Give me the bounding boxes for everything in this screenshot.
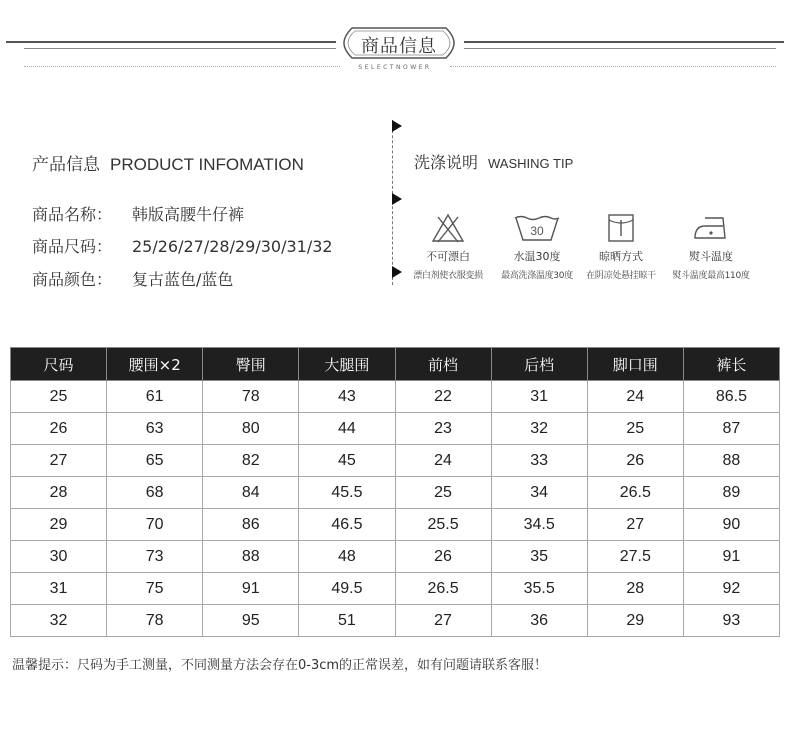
- wash-temp-text: 30: [530, 224, 544, 238]
- table-row: [11, 381, 780, 413]
- table-cell: 51: [299, 605, 395, 637]
- table-cell: 88: [203, 541, 299, 573]
- size-table: [10, 347, 780, 637]
- table-cell: 84: [203, 477, 299, 509]
- table-cell: 73: [107, 541, 203, 573]
- table-cell: 93: [683, 605, 779, 637]
- table-cell: 89: [683, 477, 779, 509]
- table-cell: 24: [395, 445, 491, 477]
- table-cell: 26: [587, 445, 683, 477]
- wash-item-ironing: [666, 212, 756, 281]
- header-rule-left-top: [6, 41, 336, 43]
- divider-arrow-icon: [392, 120, 402, 132]
- table-cell: 78: [107, 605, 203, 637]
- table-cell: 25: [11, 381, 107, 413]
- product-size-row: [32, 234, 333, 257]
- table-cell: 70: [107, 509, 203, 541]
- wash-item-temperature: [492, 212, 582, 281]
- wash-item-name: 晾晒方式: [599, 250, 643, 263]
- brand-subtitle: SELECTNOWER: [358, 64, 432, 71]
- table-cell: 27: [395, 605, 491, 637]
- table-cell: 49.5: [299, 573, 395, 605]
- table-cell: 87: [683, 413, 779, 445]
- table-cell: 91: [203, 573, 299, 605]
- table-cell: 32: [11, 605, 107, 637]
- table-cell: 26: [395, 541, 491, 573]
- table-cell: 26.5: [395, 573, 491, 605]
- table-cell: 28: [587, 573, 683, 605]
- wash-30-icon: [513, 212, 561, 244]
- product-name-row: [32, 202, 244, 225]
- product-color-value: 复古蓝色/蓝色: [132, 270, 234, 289]
- table-row: [11, 605, 780, 637]
- table-cell: 25: [395, 477, 491, 509]
- table-cell: 35.5: [491, 573, 587, 605]
- table-cell: 24: [587, 381, 683, 413]
- table-row: [11, 573, 780, 605]
- table-cell: 45: [299, 445, 395, 477]
- wash-item-desc: 最高洗涤温度30度: [501, 271, 573, 281]
- table-row: [11, 477, 780, 509]
- table-cell: 31: [491, 381, 587, 413]
- size-tip: 温馨提示：尺码为手工测量，不同测量方法会存在0-3cm的正常误差，如有问题请联系客服！: [12, 658, 548, 673]
- table-cell: 48: [299, 541, 395, 573]
- product-color-label: 商品颜色：: [32, 270, 113, 289]
- wash-item-name: 不可漂白: [426, 250, 470, 263]
- table-cell: 27: [11, 445, 107, 477]
- column-header: 裤长: [683, 348, 779, 381]
- divider-arrow-icon: [392, 193, 402, 205]
- product-size-value: 25/26/27/28/29/30/31/32: [132, 237, 333, 256]
- column-header: 臀围: [203, 348, 299, 381]
- table-cell: 91: [683, 541, 779, 573]
- table-cell: 86.5: [683, 381, 779, 413]
- table-cell: 44: [299, 413, 395, 445]
- table-cell: 75: [107, 573, 203, 605]
- product-name-value: 韩版高腰牛仔裤: [132, 205, 245, 224]
- column-header: 大腿围: [299, 348, 395, 381]
- column-header: 尺码: [11, 348, 107, 381]
- table-cell: 29: [587, 605, 683, 637]
- table-cell: 25.5: [395, 509, 491, 541]
- table-cell: 82: [203, 445, 299, 477]
- washing-title: [414, 150, 573, 173]
- table-cell: 80: [203, 413, 299, 445]
- table-cell: 26.5: [587, 477, 683, 509]
- table-cell: 43: [299, 381, 395, 413]
- table-row: [11, 413, 780, 445]
- product-info-title: [32, 150, 304, 175]
- column-header: 脚口围: [587, 348, 683, 381]
- size-table-header: [11, 348, 780, 381]
- product-info-title-en: PRODUCT INFOMATION: [110, 155, 304, 174]
- table-cell: 86: [203, 509, 299, 541]
- table-row: [11, 509, 780, 541]
- header-rule-right-bottom: [464, 48, 776, 49]
- table-cell: 29: [11, 509, 107, 541]
- table-cell: 23: [395, 413, 491, 445]
- table-cell: 65: [107, 445, 203, 477]
- table-cell: 61: [107, 381, 203, 413]
- table-cell: 36: [491, 605, 587, 637]
- hang-dry-icon: [605, 212, 637, 244]
- table-cell: 63: [107, 413, 203, 445]
- table-cell: 28: [11, 477, 107, 509]
- wash-item-name: 熨斗温度: [689, 250, 733, 263]
- table-cell: 78: [203, 381, 299, 413]
- wash-item-desc: 熨斗温度最高110度: [672, 271, 750, 281]
- table-row: [11, 541, 780, 573]
- table-cell: 30: [11, 541, 107, 573]
- product-color-row: [32, 267, 233, 290]
- no-bleach-icon: [430, 212, 466, 244]
- table-cell: 68: [107, 477, 203, 509]
- wash-item-drying: [576, 212, 666, 281]
- wash-item-no-bleach: [403, 212, 493, 281]
- product-info-title-cn: 产品信息: [32, 155, 100, 175]
- wash-item-desc: 漂白剂使衣服变损: [413, 271, 483, 281]
- table-cell: 92: [683, 573, 779, 605]
- washing-title-en: WASHING TIP: [488, 156, 574, 171]
- table-row: [11, 445, 780, 477]
- table-cell: 26: [11, 413, 107, 445]
- table-cell: 27.5: [587, 541, 683, 573]
- header-rule-right-top: [464, 41, 784, 43]
- table-cell: 32: [491, 413, 587, 445]
- header-rule-left-bottom: [24, 48, 336, 49]
- table-cell: 33: [491, 445, 587, 477]
- table-cell: 90: [683, 509, 779, 541]
- column-header: 腰围×2: [107, 348, 203, 381]
- section-title: 商品信息: [361, 36, 437, 57]
- table-cell: 34.5: [491, 509, 587, 541]
- table-cell: 95: [203, 605, 299, 637]
- table-cell: 22: [395, 381, 491, 413]
- wash-item-name: 水温30度: [513, 250, 561, 263]
- table-cell: 34: [491, 477, 587, 509]
- table-cell: 46.5: [299, 509, 395, 541]
- table-cell: 88: [683, 445, 779, 477]
- iron-icon: [691, 212, 731, 244]
- divider-arrow-icon: [392, 266, 402, 278]
- table-cell: 31: [11, 573, 107, 605]
- product-size-label: 商品尺码：: [32, 237, 113, 256]
- washing-title-cn: 洗涤说明: [414, 153, 479, 172]
- product-name-label: 商品名称：: [32, 205, 113, 224]
- wash-item-desc: 在阴凉处悬挂晾干: [586, 271, 656, 281]
- section-badge: [342, 26, 456, 60]
- table-cell: 35: [491, 541, 587, 573]
- table-cell: 27: [587, 509, 683, 541]
- table-cell: 25: [587, 413, 683, 445]
- table-cell: 45.5: [299, 477, 395, 509]
- column-header: 前档: [395, 348, 491, 381]
- column-header: 后档: [491, 348, 587, 381]
- size-table-body: [11, 381, 780, 637]
